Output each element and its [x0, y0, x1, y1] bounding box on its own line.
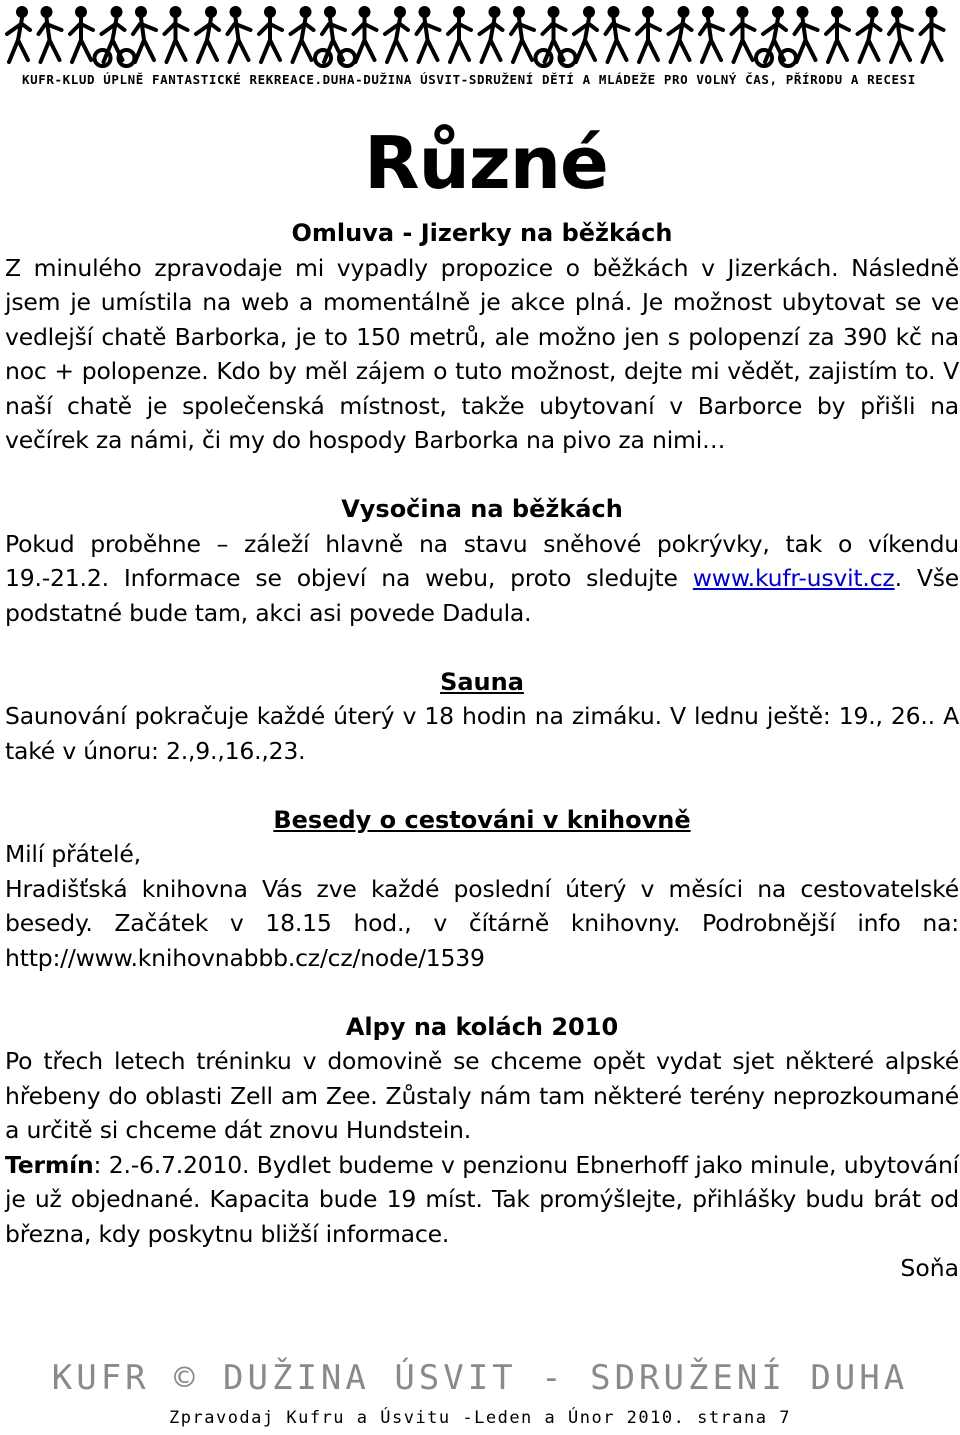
section-paragraph: Z minulého zpravodaje mi vypadly propozice o běžkách v Jizerkách. Následně jsem je umístila na web a momentálně je akce plná. Je možnost ubytovat se ve vedlejší chatě Barborka, je to 150 metrů, ale možno jen s polopenzí za 390 kč na noc + polopenze. Kdo by měl zájem o tuto možnost, dejte mi vědět, zajistím to. V naší chatě je společenská místnost, takže ubytovaní v Barborce by přišli na večírek za námi, či my do hospody Barborka na pivo za nimi… [5, 253, 959, 454]
term-label: Termín [5, 1150, 94, 1179]
section-title: Alpy na kolách 2010 [345, 1012, 619, 1041]
section-paragraph: Saunování pokračuje každé úterý v 18 hodin na zimáku. V lednu ještě: 19., 26.. A také v únoru: 2.,9.,16.,23. [5, 702, 959, 765]
article-content [5, 216, 959, 1286]
section-title: Omluva - Jizerky na běžkách [291, 219, 673, 247]
section-paragraph: Hradišťská knihovna Vás zve každé poslední úterý v měsíci na cestovatelské besedy. Začátek v 18.15 hod., v čítárně knihovny. Podrobnější info na: http://www.knihovnabbb.cz/cz/node/1539 [5, 874, 959, 972]
people-activities-icon [0, 0, 960, 72]
footer-page-info: Zpravodaj Kufru a Úsvitu -Leden a Únor 2010. strana 7 [169, 1408, 791, 1428]
section-title: Sauna [440, 667, 524, 696]
footer-brand: KUFR © DUŽINA ÚSVIT - SDRUŽENÍ DUHA [51, 1358, 909, 1398]
section-paragraph: Po třech letech tréninku v domovině se chceme opět vydat sjet některé alpské hřebeny do oblasti Zell am Zee. Zůstaly nám tam některé terény neprozkoumané a určitě si chceme dát znovu Hundstein. [5, 1047, 959, 1144]
section-jizerky [5, 216, 959, 458]
greeting: Milí přátelé, [5, 840, 141, 868]
section-paragraph [5, 527, 959, 631]
paragraph-text: . Vše podstatné bude tam, akci asi povede Dadula. [5, 564, 960, 627]
section-sauna [5, 665, 959, 769]
paragraph-text: : 2.-6.7.2010. Bydlet budeme v penzionu Ebnerhoff jako minule, ubytování je už objednané. Kapacita bude 19 míst. Tak promýšlejte, přihlášky budu brát od března, kdy poskytnu bližší informace. [5, 1150, 959, 1248]
signature: Soňa [900, 1254, 959, 1282]
header-banner [0, 0, 960, 100]
section-title: Besedy o cestováni v knihovně [273, 805, 691, 834]
page-title: Různé [364, 121, 608, 205]
section-alpy [5, 1010, 959, 1286]
section-vysocina [5, 492, 959, 630]
section-title: Vysočina na běžkách [341, 495, 623, 523]
paragraph-text: Pokud proběhne – záleží hlavně na stavu sněhové pokrývky, tak o víkendu 19.-21.2. Informace se objeví na webu, proto sledujte [5, 529, 959, 592]
website-link[interactable]: www.kufr-usvit.cz [692, 564, 895, 592]
section-besedy [5, 803, 959, 976]
banner-tagline: KUFR-KLUD ÚPLNĚ FANTASTICKÉ REKREACE.DUHA-DUŽINA ÚSVIT-SDRUŽENÍ DĚTÍ A MLÁDEŽE PRO VOLNÝ ČAS, PŘÍRODU A RECESI [22, 72, 916, 87]
term-paragraph [5, 1148, 959, 1252]
